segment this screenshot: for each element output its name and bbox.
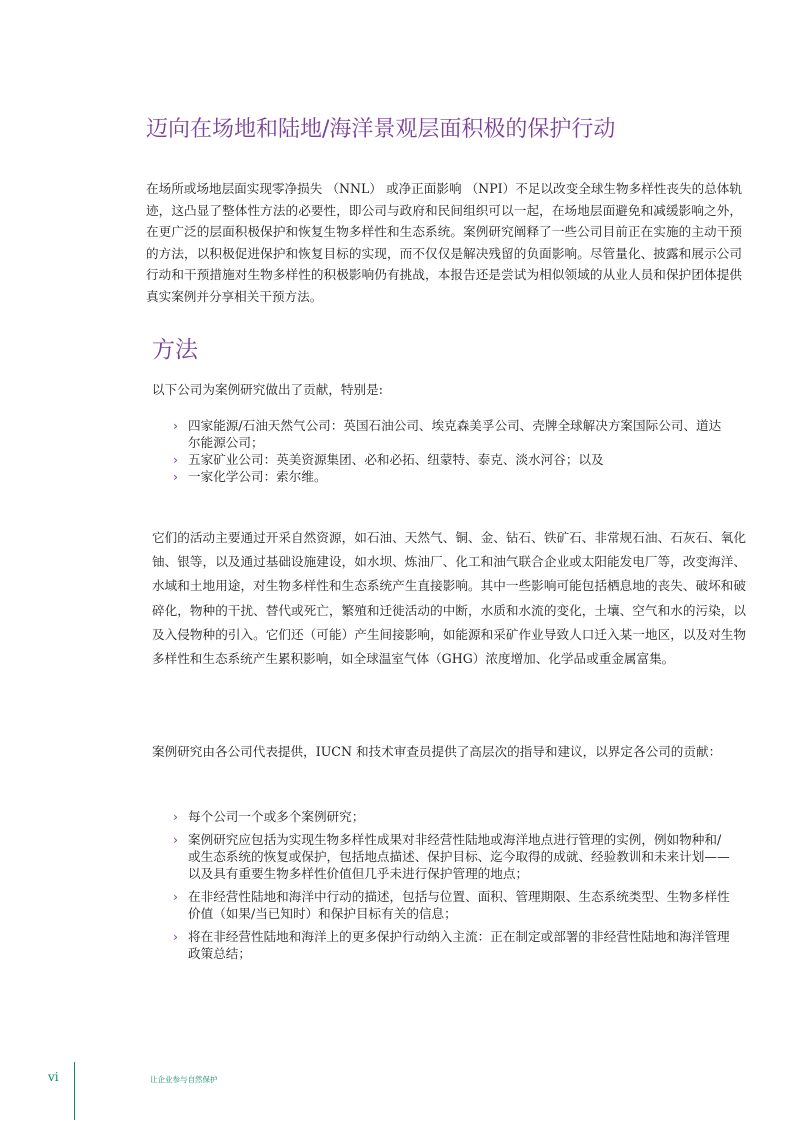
contributors-list bbox=[173, 417, 733, 485]
list-item: › 五家矿业公司：英美资源集团、必和必拓、纽蒙特、泰克、淡水河谷；以及 bbox=[173, 452, 604, 467]
list-item: › 四家能源/石油天然气公司：英国石油公司、埃克森美孚公司、壳牌全球解决方案国际公司、道达尔能源公司； bbox=[173, 418, 722, 450]
case-study-requirements-list bbox=[173, 808, 733, 968]
page-title: 迈向在场地和陆地/海洋景观层面积极的保护行动 bbox=[146, 117, 616, 142]
chevron-right-icon: › bbox=[173, 889, 179, 904]
footer-divider bbox=[74, 1062, 75, 1120]
chevron-right-icon: › bbox=[173, 452, 179, 467]
chevron-right-icon: › bbox=[173, 929, 179, 944]
section-heading-methods: 方法 bbox=[152, 337, 198, 363]
chevron-right-icon: › bbox=[173, 809, 179, 824]
list-item: › 案例研究应包括为实现生物多样性成果对非经营性陆地或海洋地点进行管理的实例，例如物种和/或生态系统的恢复或保护，包括地点描述、保护目标、迄今取得的成就、经验教训和未来计划——以及具有重要生物多样性价值但几乎未进行保护管理的地点； bbox=[173, 832, 730, 881]
impact-paragraph: 它们的活动主要通过开采自然资源，如石油、天然气、铜、金、钻石、铁矿石、非常规石油、石灰石、氧化铀、银等，以及通过基础设施建设，如水坝、炼油厂、化工和油气联合企业或太阳能发电厂等，改变海洋、水域和土地用途，对生物多样性和生态系统产生直接影响。其中一些影响可能包括栖息地的丧失、破坏和破碎化，物种的干扰、替代或死亡，繁殖和迁徙活动的中断，水质和水流的变化，土壤、空气和水的污染，以及入侵物种的引入。它们还（可能）产生间接影响，如能源和采矿作业导致人口迁入某一地区，以及对生物多样性和生态系统产生累积影响，如全球温室气体（GHG）浓度增加、化学品或重金属富集。 bbox=[152, 530, 746, 667]
list-item: › 将在非经营性陆地和海洋上的更多保护行动纳入主流：正在制定或部署的非经营性陆地和海洋管理政策总结； bbox=[173, 929, 730, 961]
running-title: 让企业参与自然保护 bbox=[150, 1075, 218, 1084]
chevron-right-icon: › bbox=[173, 469, 179, 484]
chevron-right-icon: › bbox=[173, 832, 179, 847]
list-item: › 在非经营性陆地和海洋中行动的描述，包括与位置、面积、管理期限、生态系统类型、生物多样性价值（如果/当已知时）和保护目标有关的信息； bbox=[173, 889, 730, 921]
page-number: vi bbox=[48, 1070, 59, 1084]
list-item: › 一家化学公司：索尔维。 bbox=[173, 469, 327, 484]
contributors-lead: 以下公司为案例研究做出了贡献，特别是: bbox=[152, 382, 383, 397]
list-item: › 每个公司一个或多个案例研究； bbox=[173, 809, 365, 824]
intro-paragraph: 在场所或场地层面实现零净损失 （NNL） 或净正面影响 （NPI）不足以改变全球生物多样性丧失的总体轨迹，这凸显了整体性方法的必要性，即公司与政府和民间组织可以一起，在场地层面避免和减缓影响之外，在更广泛的层面积极保护和恢复生物多样性和生态系统。案例研究阐释了一些公司目前正在实施的主动干预的方法，以积极促进保护和恢复目标的实现，而不仅仅是解决残留的负面影响。尽管量化、披露和展示公司行动和干预措施对生物多样性的积极影响仍有挑战，本报告还是尝试为相似领域的从业人员和保护团体提供真实案例并分享相关干预方法。 bbox=[146, 181, 742, 304]
case-study-intro: 案例研究由各公司代表提供，IUCN 和技术审查员提供了高层次的指导和建议，以界定各公司的贡献： bbox=[152, 744, 722, 759]
chevron-right-icon: › bbox=[173, 418, 179, 433]
